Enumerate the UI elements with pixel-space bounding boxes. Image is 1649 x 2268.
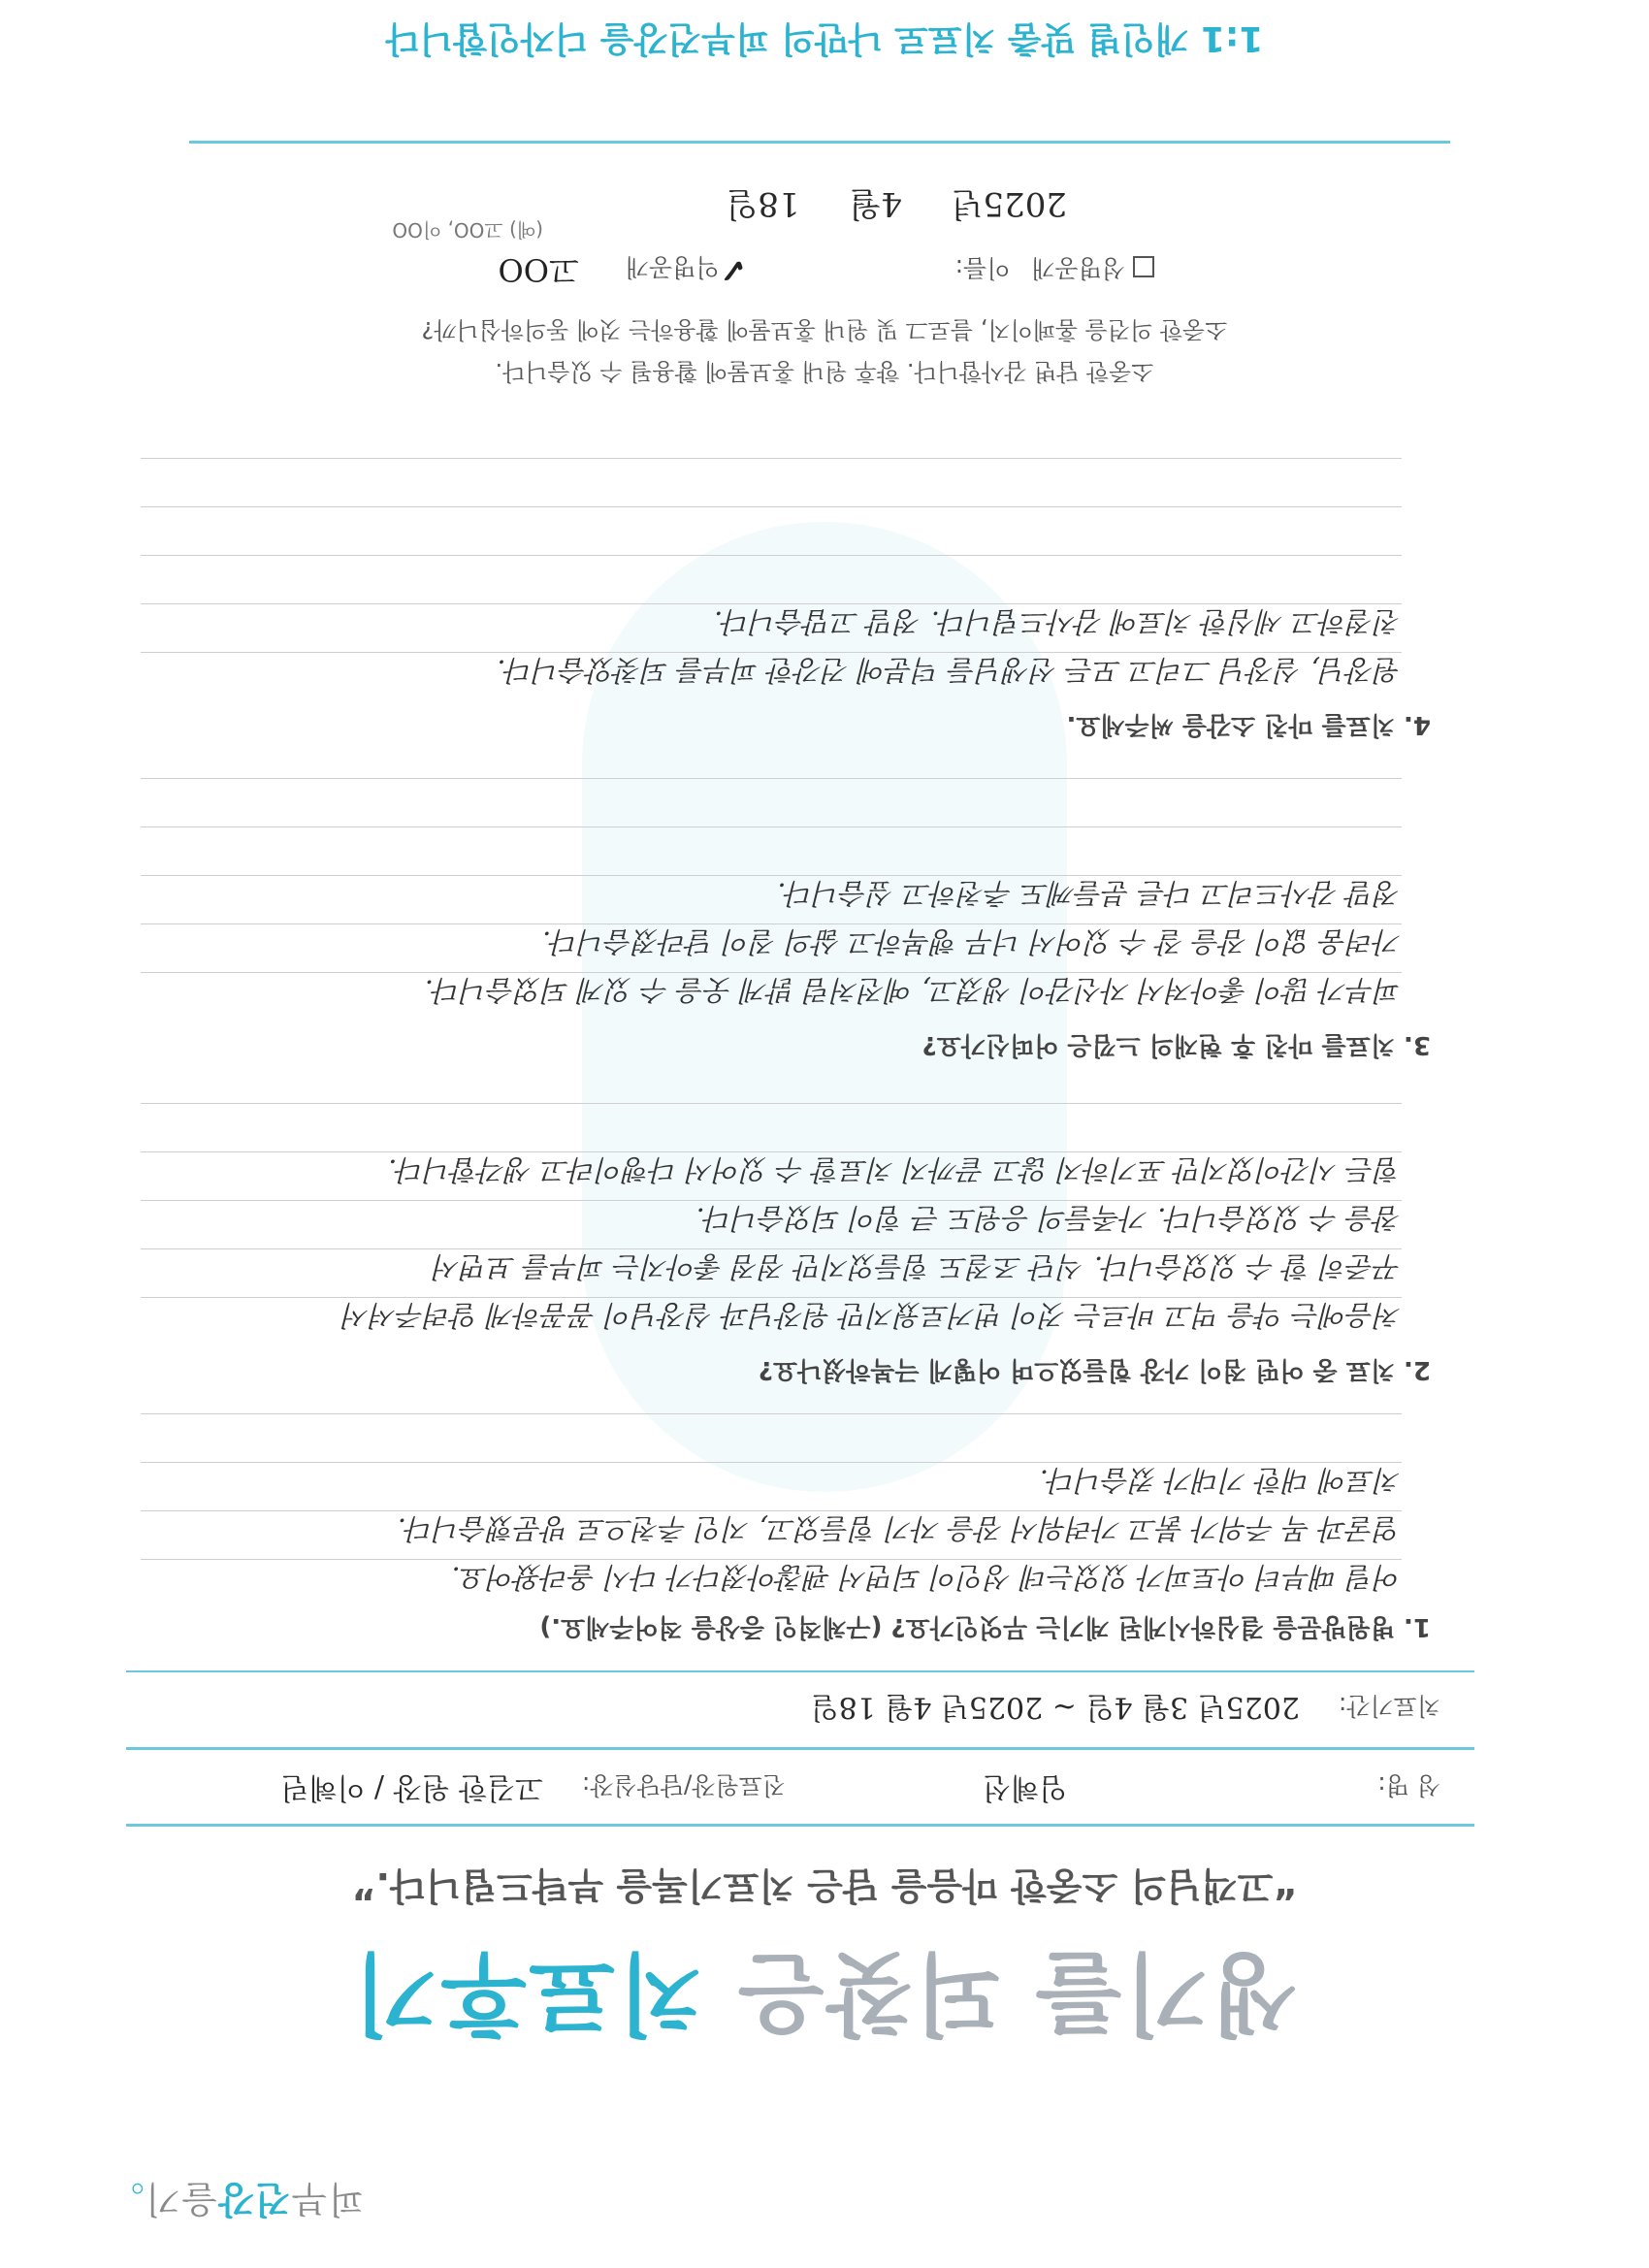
question-2: 2. 치료 중 어떤 점이 가장 힘들었으며 어떻게 극복하셨나요? (758, 1355, 1431, 1384)
anonymous-option (499, 249, 747, 294)
answer-line (141, 506, 1402, 507)
title-part2: 치료후기 (350, 1941, 704, 2045)
anonymous-check-mark[interactable]: ✓ (719, 250, 747, 289)
answer-4-line-1: 원장님, 실장님 그리고 모든 선생님들 덕분에 건강한 피부를 되찾았습니다. (497, 654, 1402, 687)
anonymous-value: 고OO (498, 251, 579, 288)
answer-line (141, 1103, 1402, 1104)
public-name-hint: 이름: (954, 254, 1011, 282)
page-subtitle: “고객님의 소중한 마음을 담은 치료기록을 부탁드립니다.” (351, 1864, 1298, 1907)
answer-3-line-2: 가려움 없이 잠을 잘 수 있어서 너무 행복하고 삶의 질이 달라졌습니다. (542, 925, 1402, 958)
name-label: 성 명: (1377, 1771, 1440, 1799)
answer-1-line-1: 어릴 때부터 아토피가 있었는데 성인이 되면서 괜찮아졌다가 다시 올라왔어요. (451, 1561, 1402, 1594)
question-4: 4. 치료를 마친 소감을 써주세요. (1066, 710, 1431, 739)
period-value: 2025년 3월 4일 ~ 2025년 4월 18일 (810, 1690, 1300, 1724)
date-row (726, 183, 1067, 231)
brand-dot: 。 (106, 2178, 145, 2220)
consent-options (955, 252, 1154, 287)
anonymous-example: (예) 고OO, 이OO (392, 218, 543, 242)
answer-2-line-4: 힘든 시간이었지만 포기하지 않고 끝까지 치료할 수 있어서 다행이라고 생각합니다. (388, 1153, 1402, 1186)
answer-line (141, 778, 1402, 779)
doctor-label: 진료원장/담당실장: (581, 1771, 786, 1799)
date-day: 18일 (726, 184, 800, 223)
divider-period (126, 1670, 1474, 1672)
brand-suffix: 을기 (144, 2178, 218, 2220)
divider-top (126, 1824, 1474, 1827)
date-month: 4월 (849, 184, 902, 223)
date-year: 2025년 (951, 184, 1067, 223)
brand-logo (107, 2176, 364, 2229)
page-title (0, 1936, 1649, 2064)
title-part1: 생기를 되찾은 (736, 1941, 1299, 2045)
question-3: 3. 치료를 마친 후 현재의 느낌은 어떠신가요? (922, 1030, 1431, 1059)
footer-slogan: 1:1 개인별 맞춤 치료로 나만의 피부건강을 디자인합니다 (385, 18, 1264, 58)
question-1: 1. 병원방문을 결심하시게된 계기는 무엇인가요? (구체적인 증상을 적어주세요.) (539, 1612, 1431, 1641)
divider-footer (189, 141, 1450, 144)
answer-2-line-1: 처음에는 약을 먹고 바르는 것이 번거로웠지만 원장님과 실장님이 꼼꼼하게 알려주셔서 (342, 1299, 1402, 1332)
period-label: 치료기간: (1338, 1692, 1440, 1720)
answer-line (141, 1413, 1402, 1414)
divider-mid (126, 1747, 1474, 1750)
answer-3-line-1: 피부가 많이 좋아져서 자신감이 생겼고, 예전처럼 밝게 웃을 수 있게 되었습니다. (424, 974, 1402, 1007)
doctor-value: 고길한 원장 / 이혜린 (280, 1770, 543, 1804)
answer-2-line-3: 참을 수 있었습니다. 가족들의 응원도 큰 힘이 되었습니다. (695, 1202, 1402, 1235)
brand-highlight: 건강 (217, 2178, 291, 2220)
answer-1-line-3: 치료에 대한 기대가 컸습니다. (1039, 1464, 1402, 1497)
answer-line (141, 458, 1402, 459)
name-value: 임혜선 (983, 1770, 1067, 1804)
answer-line (141, 826, 1402, 827)
answer-line (141, 555, 1402, 556)
consent-line-2: 소중한 의견을 홈페이지, 블로그 및 원내 홍보물에 활용하는 것에 동의하십니까? (421, 316, 1228, 343)
consent-line-1: 소중한 답변 감사합니다. 향후 원내 홍보물에 활용될 수 있습니다. (495, 358, 1154, 385)
brand-prefix: 피부 (290, 2178, 364, 2220)
public-name-label: 성명공개 (1031, 254, 1125, 282)
answer-1-line-2: 얼굴과 목 주위가 붉고 가려워서 잠을 자기 힘들었고, 지인 추천으로 방문했습니다. (397, 1512, 1402, 1545)
public-name-checkbox[interactable] (1133, 256, 1154, 277)
answer-4-line-2: 친절하고 세심한 치료에 감사드립니다. 정말 고맙습니다. (714, 605, 1402, 638)
answer-3-line-3: 정말 감사드리고 다른 분들께도 추천하고 싶습니다. (777, 877, 1402, 910)
anonymous-label: 익명공개 (625, 253, 720, 281)
answer-2-line-2: 꾸준히 할 수 있었습니다. 식단 조절도 힘들었지만 점점 좋아지는 피부를 보면서 (434, 1250, 1402, 1283)
